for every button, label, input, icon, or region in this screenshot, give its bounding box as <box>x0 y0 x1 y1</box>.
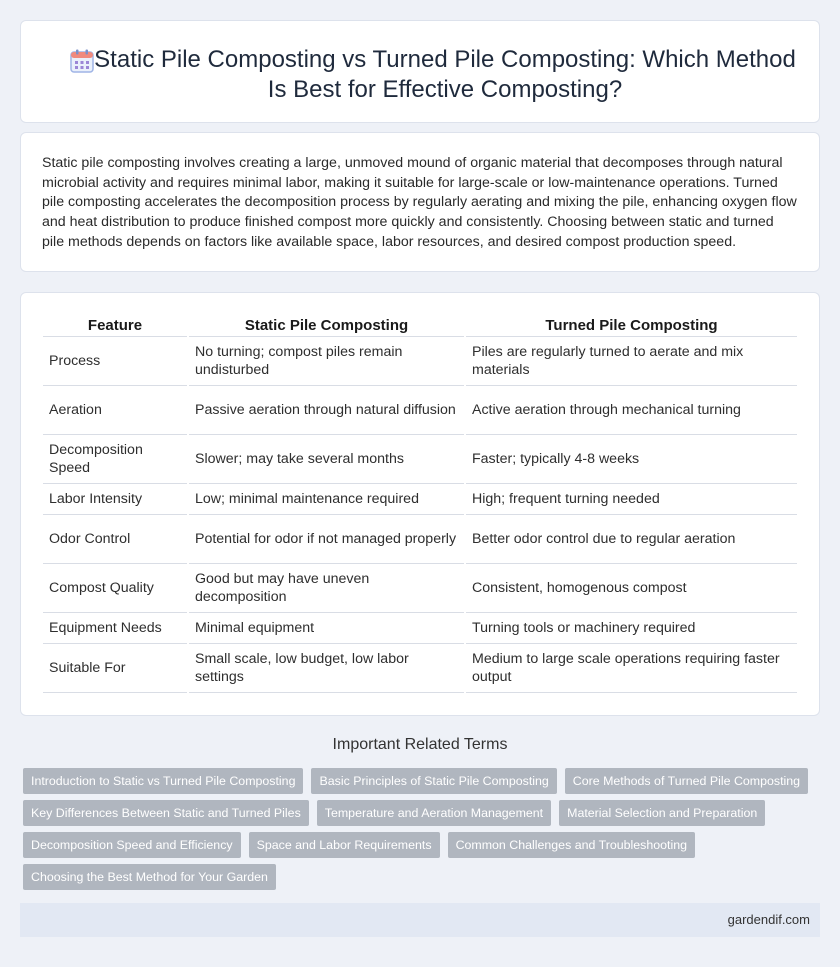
turned-cell: Medium to large scale operations requiring faster output <box>466 644 797 693</box>
static-cell: Slower; may take several months <box>189 435 464 484</box>
feature-cell: Aeration <box>43 386 187 435</box>
turned-cell: Turning tools or machinery required <box>466 613 797 644</box>
footer-bar <box>20 903 820 937</box>
header-card <box>20 20 820 123</box>
table-row <box>43 337 797 386</box>
column-header-static: Static Pile Composting <box>189 313 464 337</box>
feature-cell: Equipment Needs <box>43 613 187 644</box>
comparison-table-card <box>20 292 820 716</box>
table-row <box>43 613 797 644</box>
table-row <box>43 644 797 693</box>
comparison-table <box>41 313 799 693</box>
column-header-feature: Feature <box>43 313 187 337</box>
feature-cell: Suitable For <box>43 644 187 693</box>
intro-paragraph: Static pile composting involves creating a large, unmoved mound of organic material that decomposes through natural microbial activity and requires minimal labor, making it suitable for large-scale or low-maintenance operations. Turned pile composting accelerates the decomposition process by regularly aerating and mixing the pile, enhancing oxygen flow and heat distribution to produce finished compost more quickly and consistently. Choosing between static and turned pile methods depends on factors like available space, labor resources, and desired compost production speed. <box>42 155 797 250</box>
feature-cell: Process <box>43 337 187 386</box>
related-term-tag[interactable]: Key Differences Between Static and Turned Piles <box>23 800 309 826</box>
static-cell: Potential for odor if not managed properly <box>189 515 464 564</box>
static-cell: No turning; compost piles remain undisturbed <box>189 337 464 386</box>
feature-cell: Compost Quality <box>43 564 187 613</box>
related-term-tag[interactable]: Introduction to Static vs Turned Pile Composting <box>23 768 303 794</box>
related-terms-list <box>23 768 813 890</box>
turned-cell: Faster; typically 4-8 weeks <box>466 435 797 484</box>
page-title: Static Pile Composting vs Turned Pile Composting: Which Method Is Best for Effective Composting? <box>94 46 796 103</box>
related-term-tag[interactable]: Decomposition Speed and Efficiency <box>23 832 241 858</box>
related-term-tag[interactable]: Space and Labor Requirements <box>249 832 440 858</box>
feature-cell: Odor Control <box>43 515 187 564</box>
table-row <box>43 386 797 435</box>
turned-cell: Active aeration through mechanical turning <box>466 386 797 435</box>
intro-card <box>20 132 820 272</box>
turned-cell: Consistent, homogenous compost <box>466 564 797 613</box>
turned-cell: Piles are regularly turned to aerate and mix materials <box>466 337 797 386</box>
static-cell: Small scale, low budget, low labor settings <box>189 644 464 693</box>
related-term-tag[interactable]: Material Selection and Preparation <box>559 800 765 826</box>
table-row <box>43 515 797 564</box>
static-cell: Minimal equipment <box>189 613 464 644</box>
related-term-tag[interactable]: Core Methods of Turned Pile Composting <box>565 768 808 794</box>
related-terms-heading: Important Related Terms <box>332 736 508 753</box>
related-term-tag[interactable]: Choosing the Best Method for Your Garden <box>23 864 276 890</box>
turned-cell: Better odor control due to regular aeration <box>466 515 797 564</box>
feature-cell: Labor Intensity <box>43 484 187 515</box>
turned-cell: High; frequent turning needed <box>466 484 797 515</box>
static-cell: Low; minimal maintenance required <box>189 484 464 515</box>
related-term-tag[interactable]: Temperature and Aeration Management <box>317 800 551 826</box>
related-term-tag[interactable]: Basic Principles of Static Pile Composting <box>311 768 556 794</box>
column-header-turned: Turned Pile Composting <box>466 313 797 337</box>
table-row <box>43 564 797 613</box>
static-cell: Passive aeration through natural diffusion <box>189 386 464 435</box>
static-cell: Good but may have uneven decomposition <box>189 564 464 613</box>
feature-cell: Decomposition Speed <box>43 435 187 484</box>
table-row <box>43 435 797 484</box>
table-header-row <box>43 313 797 337</box>
table-row <box>43 484 797 515</box>
footer-site-link[interactable]: gardendif.com <box>727 912 810 927</box>
related-term-tag[interactable]: Common Challenges and Troubleshooting <box>448 832 695 858</box>
